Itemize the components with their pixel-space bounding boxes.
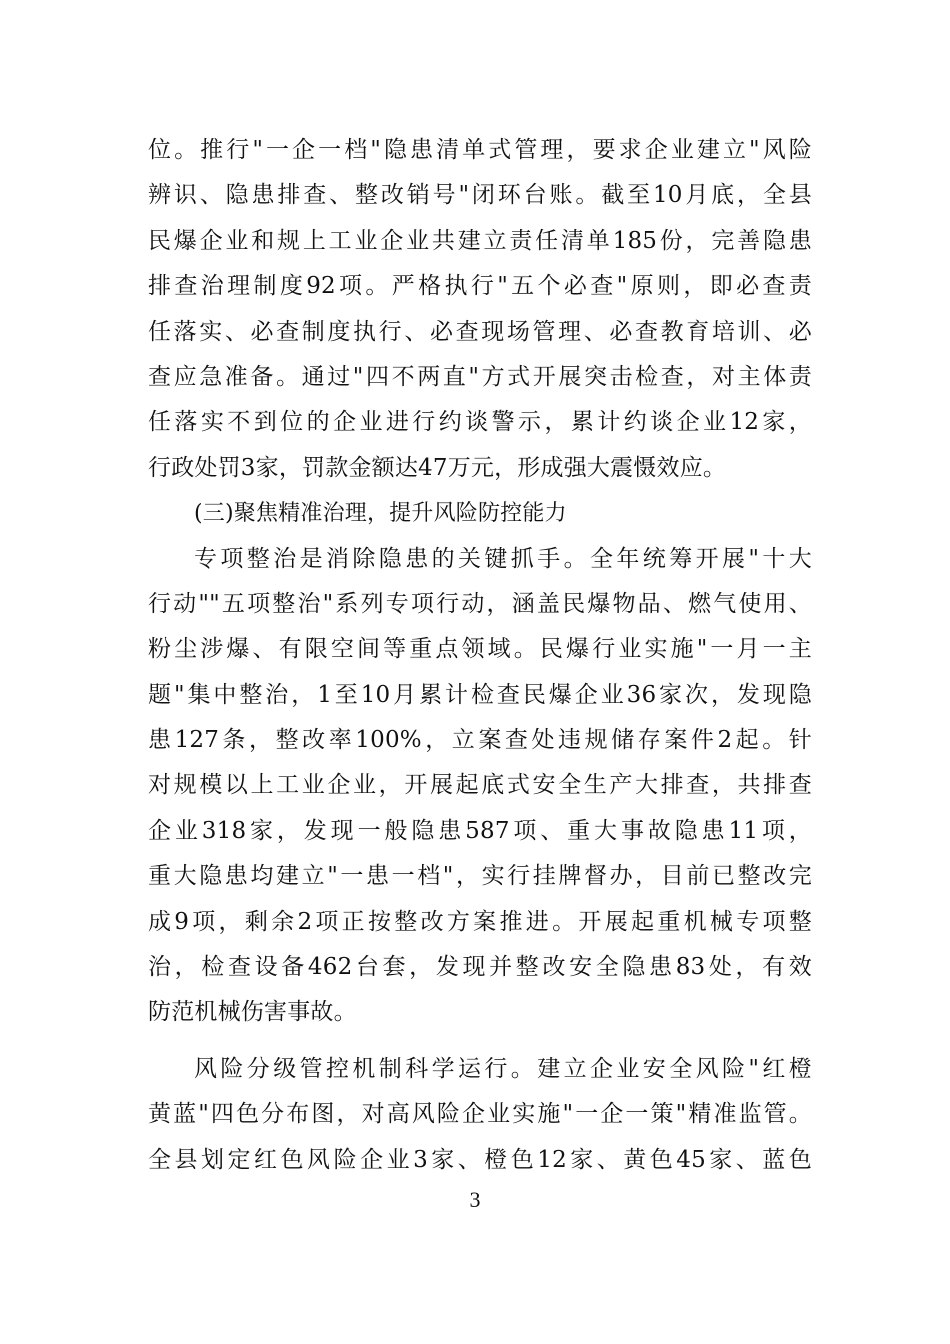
text-line: 查应急准备。通过"四不两直"方式开展突击检查，对主体责 — [148, 363, 812, 390]
paragraph-first-line: 风险分级管控机制科学运行。建立企业安全风险"红橙 — [194, 1055, 812, 1082]
text-line: 任落实、必查制度执行、必查现场管理、必查教育培训、必 — [148, 318, 812, 345]
text-line: 行政处罚3家，罚款金额达47万元，形成强大震慑效应。 — [148, 454, 727, 481]
document-body — [148, 128, 812, 1183]
text-line: 成9项，剩余2项正按整改方案推进。开展起重机械专项整 — [148, 908, 812, 935]
text-line: 排查治理制度92项。严格执行"五个必查"原则，即必查责 — [148, 273, 812, 300]
text-line: 患127条，整改率100%，立案查处违规储存案件2起。针 — [148, 727, 812, 754]
text-line: 民爆企业和规上工业企业共建立责任清单185份，完善隐患 — [148, 227, 812, 254]
text-line: 治，检查设备462台套，发现并整改安全隐患83处，有效 — [148, 954, 812, 981]
text-line: 行动""五项整治"系列专项行动，涵盖民爆物品、燃气使用、 — [148, 590, 812, 617]
text-line: 粉尘涉爆、有限空间等重点领域。民爆行业实施"一月一主 — [148, 636, 812, 663]
text-line: 位。推行"一企一档"隐患清单式管理，要求企业建立"风险 — [148, 137, 812, 163]
section-heading: (三)聚焦精准治理，提升风险防控能力 — [194, 501, 567, 527]
text-line: 重大隐患均建立"一患一档"，实行挂牌督办，目前已整改完 — [148, 863, 812, 890]
text-line: 任落实不到位的企业进行约谈警示，累计约谈企业12家， — [148, 409, 812, 436]
text-line: 题"集中整治，1至10月累计检查民爆企业36家次，发现隐 — [148, 681, 812, 708]
text-line: 黄蓝"四色分布图，对高风险企业实施"一企一策"精准监管。 — [148, 1101, 812, 1128]
text-line: 辨识、隐患排查、整改销号"闭环台账。截至10月底，全县 — [148, 182, 812, 209]
text-line: 对规模以上工业企业，开展起底式安全生产大排查，共排查 — [148, 772, 812, 799]
page-number: 3 — [469, 1187, 481, 1212]
text-line: 防范机械伤害事故。 — [148, 999, 357, 1026]
text-line: 企业318家，发现一般隐患587项、重大事故隐患11项， — [148, 817, 812, 844]
text-line: 全县划定红色风险企业3家、橙色12家、黄色45家、蓝色 — [148, 1146, 812, 1173]
paragraph-first-line: 专项整治是消除隐患的关键抓手。全年统筹开展"十大 — [194, 545, 812, 572]
